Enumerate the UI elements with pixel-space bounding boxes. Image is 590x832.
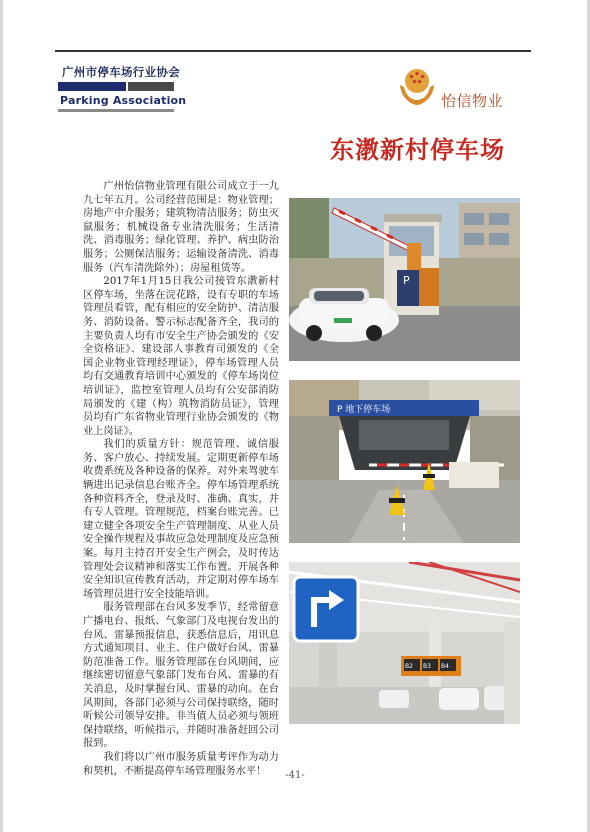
page-number: -41- bbox=[285, 770, 305, 781]
paragraph-4: 服务管理部在台风多发季节，经常留意广播电台、报纸、气象部门及电视台发出的台风、雷暴预报信息，获悉信息后，用讯息方式通知项目、业主、住户做好台风、雷暴防范准备工作。服务管理部在台风期间，应继续密切留意气象部门发布台风、雷暴的有关消息，及时掌握台风、雷暴的动向。在台风期间，各部门必须与公司保持联络，随时听候公司领导安排。非当值人员必须与领班保持联络，听候指示，并随时准备赶回公司报到。 bbox=[83, 602, 279, 750]
company-logo-icon bbox=[397, 67, 437, 107]
photo2-garage-sign: P 地下停车场 bbox=[337, 405, 391, 415]
photo3-sign-b2: B2 bbox=[405, 663, 413, 670]
paragraph-5: 我们将以广州市服务质量考评作为动力和契机，不断提高停车场管理服务水平！ bbox=[83, 751, 279, 777]
paragraph-1: 广州怡信物业管理有限公司成立于一九九七年五月。公司经营范围是：物业管理；房地产中介服务；建筑物清洁服务；防虫灭鼠服务；机械设备专业清洗服务；生活清洗、消毒服务；绿化管理、养护、病虫防治服务；公厕保洁服务；运输设备清洗、消毒服务（汽车清洗除外）；房屋租赁等。 bbox=[83, 181, 279, 274]
paragraph-2: 2017年1月15日我公司接管东漖新村区停车场，坐落在浣花路，设有专职的车场管理员看管，配有相应的安全防护、清洁服务、消防设备、警示标志配备齐全，我司的主要负责人均有市安全生产协会颁发的《安全资格证》、建设部人事教育司颁发的《全国企业物业管理经理证》，停车场管理人员均有交通教育培训中心颁发的《停车场岗位培训证》，监控室管理人员均有公安部消防局颁发的《建（构）筑物消防员证》，管理员均有广东省物业管理行业协会颁发的《物业上岗证》。 bbox=[83, 276, 279, 437]
page-edge-left bbox=[0, 0, 3, 832]
association-bar-gray bbox=[128, 82, 174, 91]
association-english-name: Parking Association bbox=[60, 94, 187, 107]
paragraph-3: 我们的质量方针：规范管理、诚信服务、客户放心、持续发展。定期更新停车场收费系统及各种设备的保养。对外来驾驶车辆进出记录信息台账齐全。停车场管理系统各种资料齐全，登录及时、准确、真实，并有专人管理。管理规范，档案台账完善。已建立健全各项安全生产管理制度、从业人员安全操作规程及事故应急处理制度及应急预案。每月主持召开安全生产例会，及时传达管理处会议精神和落实工作布置。开展各种安全知识宣传教育活动，并定期对停车场车场管理员进行安全技能培训。 bbox=[83, 439, 279, 600]
photo-entrance-barrier-gate bbox=[289, 198, 520, 361]
page-title: 东漖新村停车场 bbox=[330, 136, 505, 164]
association-bar-navy bbox=[58, 82, 126, 91]
photo-underground-parking-lot bbox=[289, 562, 520, 724]
photo3-sign-b4: B4 bbox=[441, 663, 449, 670]
association-underline bbox=[58, 109, 174, 112]
photo3-sign-b3: B3 bbox=[423, 663, 431, 670]
company-name: 怡信物业 bbox=[441, 92, 504, 110]
photo1-p-sign: P bbox=[403, 274, 410, 287]
header-rule bbox=[55, 50, 531, 52]
association-name: 广州市停车场行业协会 bbox=[62, 65, 180, 79]
article-body bbox=[83, 180, 279, 778]
photo-underground-garage-entrance bbox=[289, 380, 520, 543]
